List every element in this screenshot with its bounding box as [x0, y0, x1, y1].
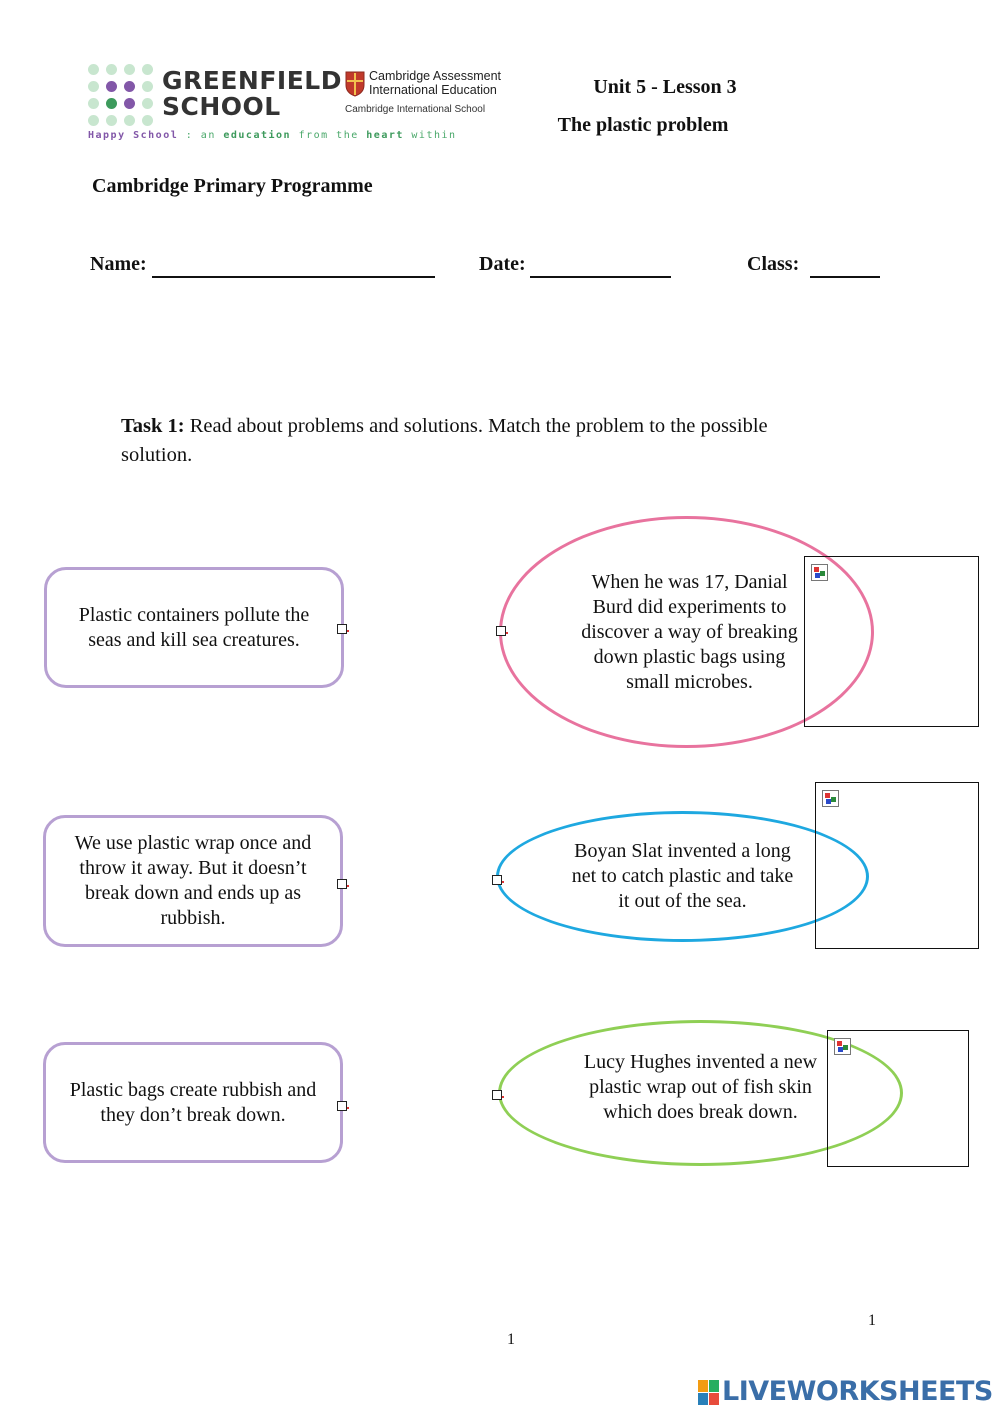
- task-label: Task 1:: [121, 415, 185, 437]
- problem-box-1: [44, 567, 344, 688]
- problem-text: Plastic bags create rubbish and they don’t break down.: [69, 1078, 317, 1126]
- page-number-center: 1: [507, 1331, 515, 1348]
- school-name-line2: SCHOOL: [162, 92, 281, 121]
- liveworksheets-brand: LIVEWORKSHEETS: [722, 1376, 993, 1407]
- solution-ellipse-2: [496, 811, 869, 942]
- name-label: Name:: [90, 253, 147, 275]
- image-placeholder-1: [804, 556, 979, 727]
- school-logo-dots: [88, 64, 152, 128]
- motto-part4: from the: [291, 130, 367, 141]
- cambridge-crest-icon: [345, 71, 365, 97]
- broken-image-icon: [811, 564, 828, 581]
- cambridge-line1: Cambridge Assessment: [369, 69, 502, 83]
- cambridge-school-label: Cambridge International School: [345, 104, 486, 115]
- school-name-line1: GREENFIELD: [162, 66, 342, 95]
- task-text: Read about problems and solutions. Match the problem to the possible solution.: [121, 415, 768, 466]
- broken-image-icon: [822, 790, 839, 807]
- date-label: Date:: [479, 253, 526, 275]
- motto-part6: within: [403, 130, 457, 141]
- match-handle-solution-1[interactable]: [496, 626, 506, 636]
- motto-part3: education: [223, 130, 292, 141]
- match-handle-solution-3[interactable]: [492, 1090, 502, 1100]
- solution-text: Boyan Slat invented a long net to catch plastic and take it out of the sea.: [571, 840, 794, 912]
- motto-part1: Happy School: [88, 130, 179, 141]
- page-number-right: 1: [868, 1312, 876, 1329]
- problem-box-2: [43, 815, 343, 947]
- broken-image-icon: [834, 1038, 851, 1055]
- class-label: Class:: [747, 253, 800, 275]
- image-placeholder-3: [827, 1030, 969, 1167]
- cambridge-assessment-label: [369, 69, 509, 97]
- cambridge-line2: International Education: [369, 83, 497, 97]
- lesson-title: The plastic problem: [557, 114, 729, 136]
- school-name: [162, 68, 342, 120]
- problem-text: We use plastic wrap once and throw it away. But it doesn’t break down and ends up as rubbish.: [74, 832, 312, 929]
- solution-text: When he was 17, Danial Burd did experiments to discover a way of breaking down plastic bags using small microbes.: [581, 570, 798, 693]
- match-handle-problem-2[interactable]: [337, 879, 347, 889]
- problem-box-3: [43, 1042, 343, 1163]
- unit-title: Unit 5 - Lesson 3: [593, 76, 737, 98]
- date-field[interactable]: [530, 276, 671, 278]
- image-placeholder-2: [815, 782, 979, 949]
- solution-text: Lucy Hughes invented a new plastic wrap out of fish skin which does break down.: [583, 1050, 818, 1123]
- class-field[interactable]: [810, 276, 880, 278]
- school-motto: [88, 130, 508, 141]
- match-handle-solution-2[interactable]: [492, 875, 502, 885]
- problem-text: Plastic containers pollute the seas and kill sea creatures.: [78, 603, 310, 651]
- task-instructions: [121, 412, 841, 470]
- motto-part5: heart: [366, 130, 404, 141]
- motto-part2: : an: [178, 130, 224, 141]
- name-field[interactable]: [152, 276, 435, 278]
- match-handle-problem-3[interactable]: [337, 1101, 347, 1111]
- match-handle-problem-1[interactable]: [337, 624, 347, 634]
- programme-title: Cambridge Primary Programme: [92, 175, 373, 197]
- liveworksheets-logo-icon: [698, 1380, 720, 1406]
